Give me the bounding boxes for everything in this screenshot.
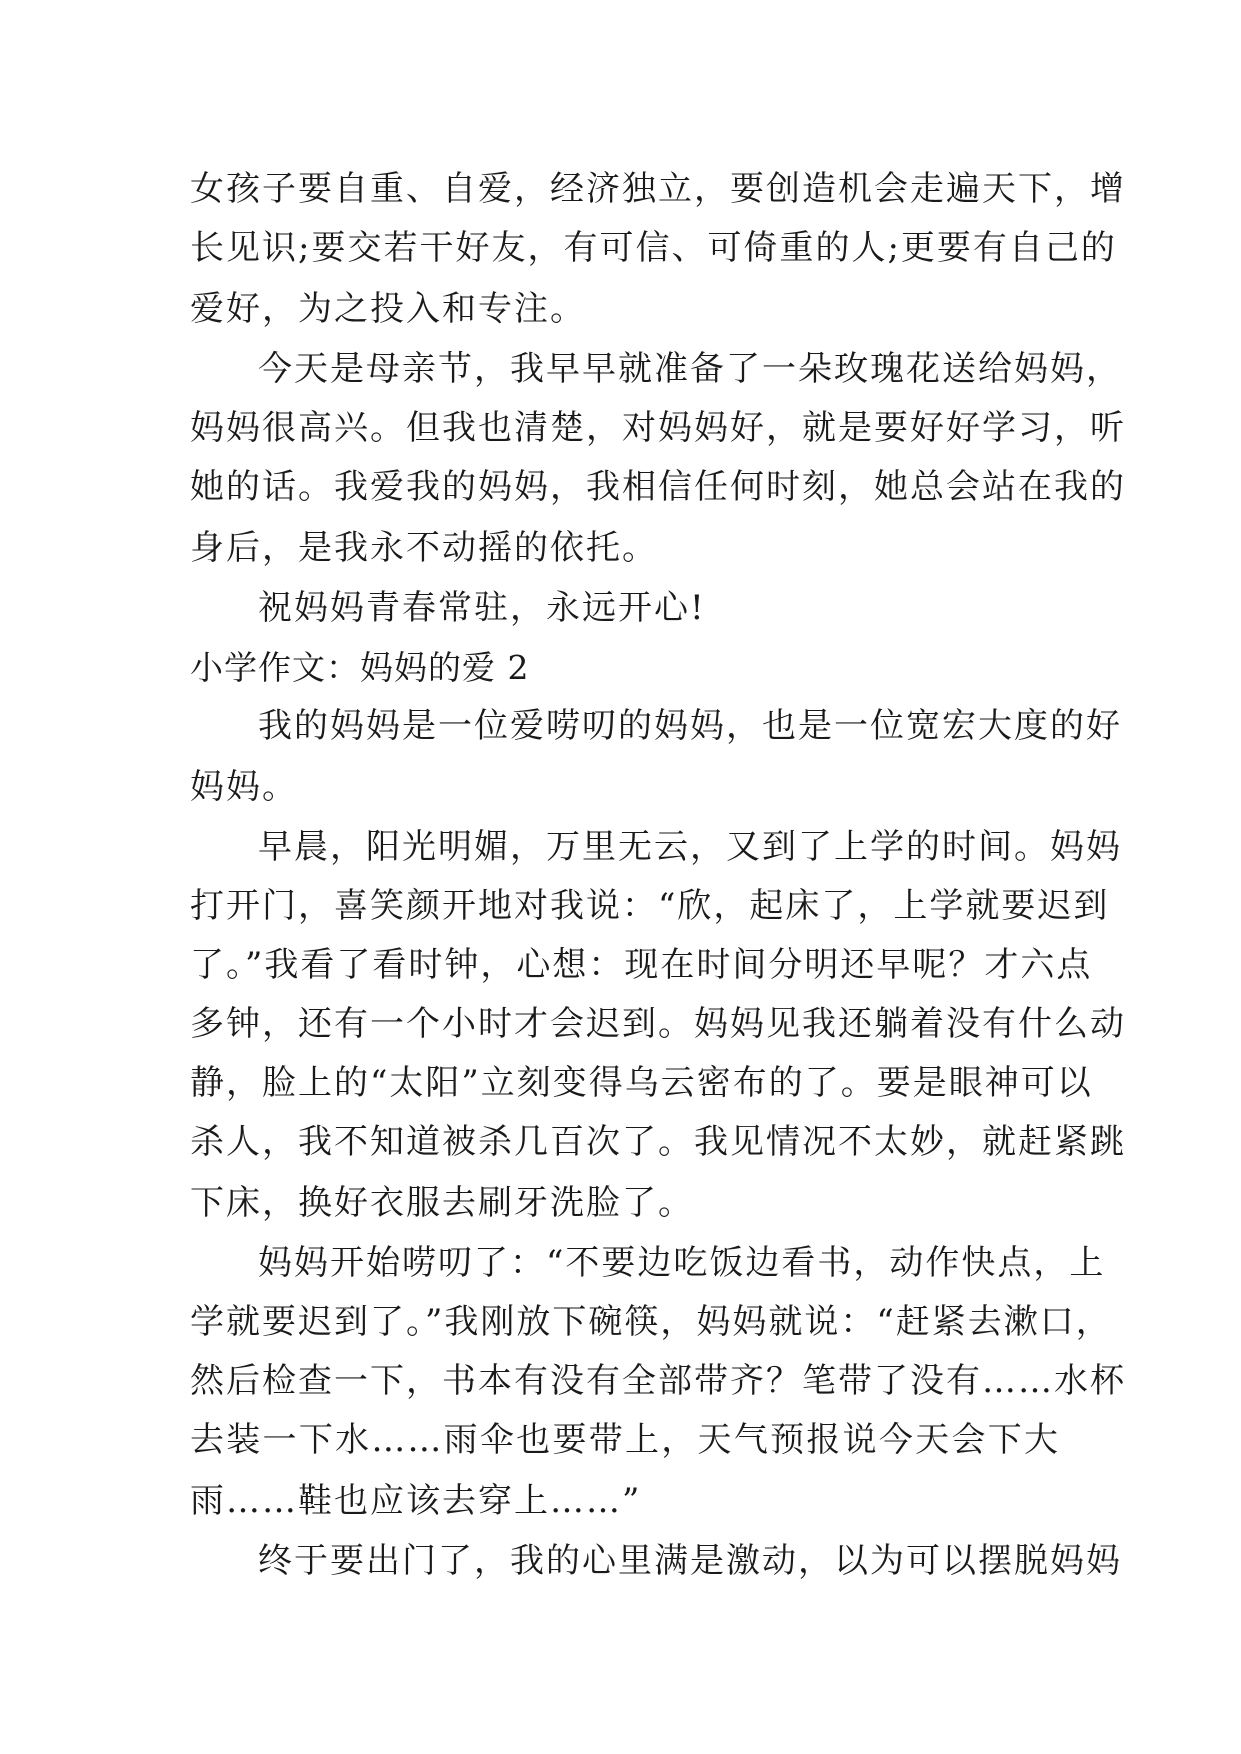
paragraph (190, 818, 1126, 1234)
text-line: 妈妈很高兴。但我也清楚，对妈妈好，就是要好好学习，听 (190, 408, 1126, 448)
text-line: 多钟，还有一个小时才会迟到。妈妈见我还躺着没有什么动 (190, 1004, 1126, 1044)
text-line: 女孩子要自重、自爱，经济独立，要创造机会走遍天下，增 (190, 169, 1126, 209)
text-line: 下床，换好衣服去刷牙洗脸了。 (190, 1183, 694, 1223)
text-line: 她的话。我爱我的妈妈，我相信任何时刻，她总会站在我的 (190, 467, 1126, 507)
text-line: 静，脸上的“太阳”立刻变得乌云密布的了。要是眼神可以 (190, 1063, 1093, 1103)
paragraph (190, 160, 1126, 340)
text-line: 妈妈。 (190, 767, 298, 807)
text-line: 祝妈妈青春常驻，永远开心! (258, 588, 706, 628)
paragraph (190, 1532, 1122, 1591)
text-line: 打开门，喜笑颜开地对我说：“欣，起床了，上学就要迟到 (190, 886, 1110, 926)
document-page (190, 160, 1126, 1591)
text-line: 我的妈妈是一位爱唠叨的妈妈，也是一位宽宏大度的好 (258, 706, 1122, 746)
text-line: 长见识;要交若干好友，有可信、可倚重的人;更要有自己的 (190, 228, 1117, 268)
text-line: 爱好，为之投入和专注。 (190, 289, 586, 329)
text-line: 学就要迟到了。”我刚放下碗筷，妈妈就说：“赶紧去漱口， (190, 1302, 1112, 1342)
section-heading: 小学作文：妈妈的爱 2 (190, 648, 530, 687)
text-line: 杀人，我不知道被杀几百次了。我见情况不太妙，就赶紧跳 (190, 1122, 1126, 1162)
text-line: 妈妈开始唠叨了：“不要边吃饭边看书，动作快点，上 (258, 1243, 1106, 1283)
text-line: 然后检查一下，书本有没有全部带齐？笔带了没有……水杯 (190, 1361, 1126, 1401)
text-line: 身后，是我永不动摇的依托。 (190, 528, 658, 568)
paragraph (190, 697, 1122, 818)
text-line: 今天是母亲节，我早早就准备了一朵玫瑰花送给妈妈， (258, 349, 1122, 389)
text-line: 早晨，阳光明媚，万里无云，又到了上学的时间。妈妈 (258, 827, 1122, 867)
text-line: 去装一下水……雨伞也要带上，天气预报说今天会下大 (190, 1420, 1060, 1460)
text-line: 了。”我看了看时钟，心想：现在时间分明还早呢？才六点 (190, 945, 1093, 985)
text-line: 雨……鞋也应该去穿上……” (190, 1481, 642, 1521)
text-line: 终于要出门了，我的心里满是激动，以为可以摆脱妈妈 (258, 1541, 1122, 1581)
paragraph (190, 340, 1126, 579)
paragraph (190, 1234, 1126, 1532)
paragraph (190, 579, 1060, 638)
